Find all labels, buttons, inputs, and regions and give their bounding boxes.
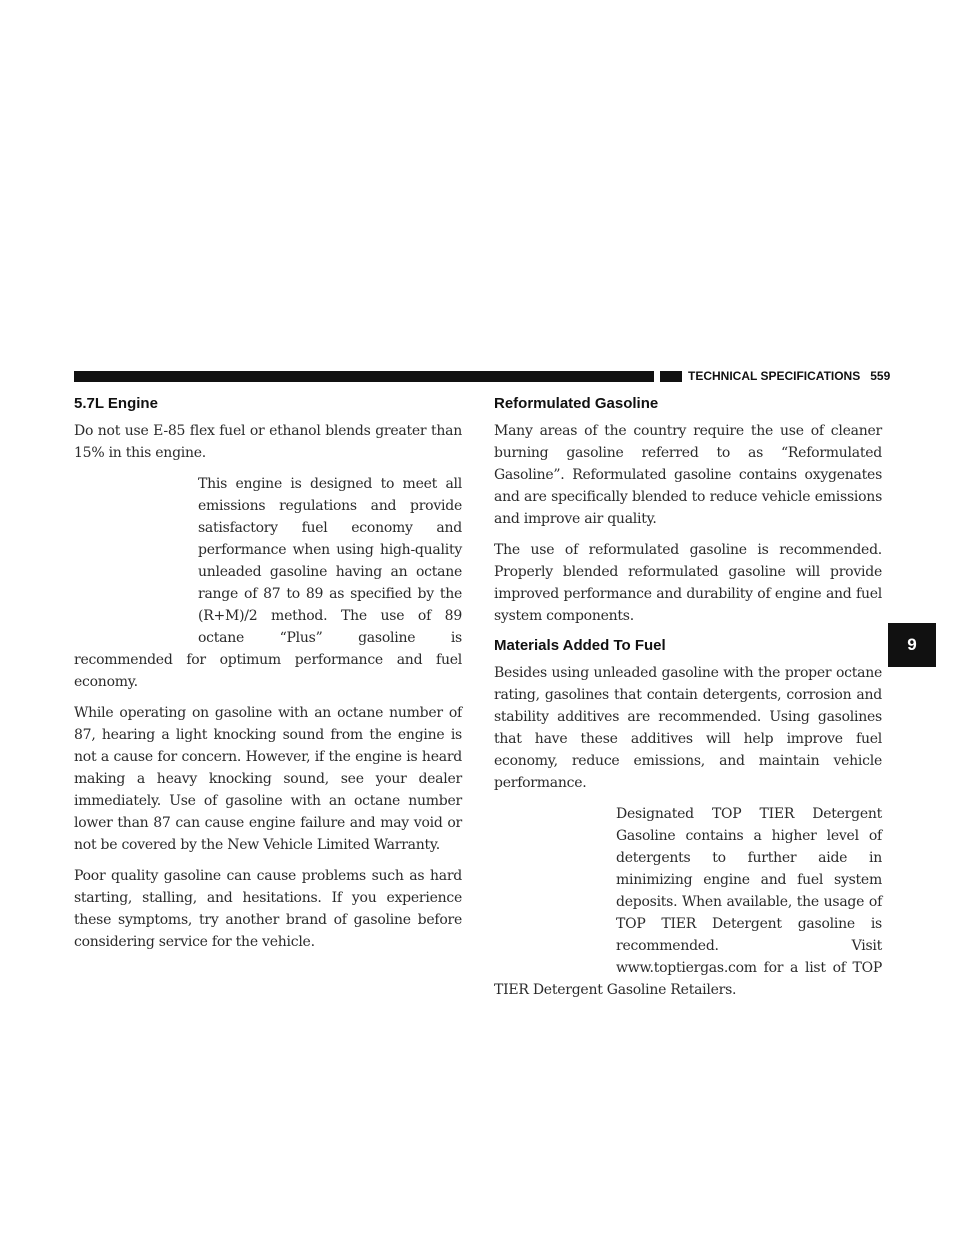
paragraph-octane-requirement: This engine is designed to meet all emissions regulations and provide satisfactory fuel economy and performance when using high-quality unleaded gasoline having an octane range of 87 to 89 as specified by the (R+M)/2 method. The use of 89 octane “Plus” gasoline is recommended for optimum performance and fuel economy. bbox=[74, 476, 462, 690]
header-rule bbox=[74, 371, 654, 382]
heading-5-7l-engine: 5.7L Engine bbox=[74, 395, 158, 412]
page-number: 559 bbox=[870, 369, 891, 383]
icon-placeholder-space bbox=[74, 473, 198, 649]
top-tier-block bbox=[494, 803, 882, 1001]
paragraph-reformulated-recommended: The use of reformulated gasoline is recommended. Properly blended reformulated gasoline will provide improved performance and durability of engine and fuel system components. bbox=[494, 542, 882, 624]
section-title: TECHNICAL SPECIFICATIONS bbox=[688, 369, 861, 383]
icon-placeholder-space bbox=[494, 803, 616, 979]
paragraph-additives: Besides using unleaded gasoline with the proper octane rating, gasolines that contain detergents, corrosion and stability additives are recommended. Using gasolines that have these additives will help improve fuel economy, reduce emissions, and maintain vehicle performance. bbox=[494, 665, 882, 791]
paragraph-e85-warning: Do not use E-85 flex fuel or ethanol blends greater than 15% in this engine. bbox=[74, 423, 462, 461]
paragraph-knocking: While operating on gasoline with an octane number of 87, hearing a light knocking sound from the engine is not a cause for concern. However, if the engine is heard making a heavy knocking sound, see your dealer immediately. Use of gasoline with an octane number lower than 87 can cause engine failure and may void or not be covered by the New Vehicle Limited Warranty. bbox=[74, 705, 462, 853]
heading-materials-added: Materials Added To Fuel bbox=[494, 637, 666, 654]
paragraph-top-tier: Designated TOP TIER Detergent Gasoline contains a higher level of detergents to further aide in minimizing engine and fuel system deposits. When available, the usage of TOP TIER Detergent gasoline is recommended. Visit www.toptiergas.com for a list of TOP TIER Detergent Gasoline Retailers. bbox=[494, 806, 882, 998]
running-header bbox=[688, 369, 890, 383]
header-rule-short bbox=[660, 371, 682, 382]
left-column bbox=[74, 394, 462, 962]
heading-reformulated-gasoline: Reformulated Gasoline bbox=[494, 395, 659, 412]
paragraph-reformulated-intro: Many areas of the country require the use of cleaner burning gasoline referred to as “Reformulated Gasoline”. Reformulated gasoline contains oxygenates and are specifically blended to reduce vehicle emissions and improve air quality. bbox=[494, 423, 882, 527]
right-column bbox=[494, 394, 882, 1010]
chapter-tab: 9 bbox=[888, 623, 936, 667]
octane-block bbox=[74, 473, 462, 693]
paragraph-poor-quality: Poor quality gasoline can cause problems such as hard starting, stalling, and hesitations. If you experience these symptoms, try another brand of gasoline before considering service for the vehicle. bbox=[74, 868, 462, 950]
